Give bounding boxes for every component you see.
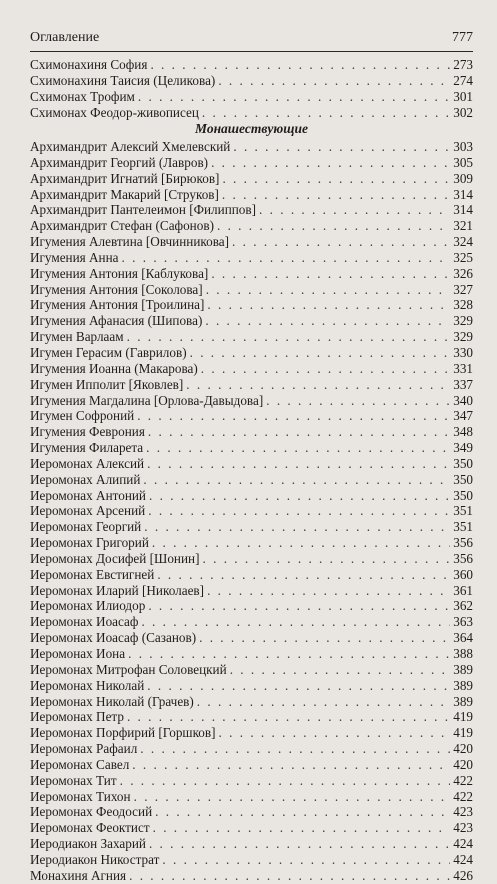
toc-entry-page: 301 xyxy=(453,88,473,104)
toc-entry xyxy=(30,282,473,298)
toc-entry-title: Игумения Анна xyxy=(30,249,119,265)
dot-leader xyxy=(138,89,450,105)
dot-leader xyxy=(222,171,450,187)
dot-leader xyxy=(197,694,450,710)
dot-leader xyxy=(207,583,450,599)
toc-entry-page: 424 xyxy=(453,836,473,852)
dot-leader xyxy=(162,852,450,868)
toc-entry-page: 331 xyxy=(453,360,473,376)
toc-entry-page: 274 xyxy=(453,72,473,88)
dot-leader xyxy=(120,773,451,789)
toc-entry-page: 356 xyxy=(453,550,473,566)
toc-entry xyxy=(30,630,473,646)
toc-entry xyxy=(30,202,473,218)
toc-entry xyxy=(30,678,473,694)
toc-entry xyxy=(30,614,473,630)
toc-entry-page: 388 xyxy=(453,646,473,661)
dot-leader xyxy=(232,234,450,250)
toc-entry-title: Игумен Герасим (Гаврилов) xyxy=(30,344,187,360)
toc-entry-page: 389 xyxy=(453,677,473,693)
toc-entry-title: Игумен Софроний xyxy=(30,408,135,424)
dot-leader xyxy=(217,218,450,234)
toc-entry-title: Иеромонах Митрофан Соловецкий xyxy=(30,661,227,677)
toc-entry xyxy=(30,345,473,361)
dot-leader xyxy=(149,836,450,852)
toc-entry-title: Архимандрит Георгий (Лавров) xyxy=(30,154,209,170)
dot-leader xyxy=(233,139,450,155)
toc-entry-title: Иеромонах Порфирий [Горшков] xyxy=(30,725,216,741)
dot-leader xyxy=(211,266,450,282)
toc-entry-title: Игумения Антония [Троилина] xyxy=(30,297,205,313)
toc-entry-page: 314 xyxy=(453,186,473,202)
dot-leader xyxy=(148,424,450,440)
dot-leader xyxy=(134,789,451,805)
toc-entry-title: Монахиня Агния xyxy=(30,867,127,883)
toc-entry-title: Иеромонах Феоктист xyxy=(30,820,150,836)
dot-leader xyxy=(206,282,451,298)
toc-entry-page: 389 xyxy=(453,661,473,677)
header-page-number: 777 xyxy=(452,30,473,45)
toc-entry-page: 419 xyxy=(453,709,473,725)
toc-entry-page: 327 xyxy=(453,281,473,297)
dot-leader xyxy=(146,440,450,456)
toc-entry xyxy=(30,218,473,234)
toc-entry xyxy=(30,297,473,313)
toc-entry xyxy=(30,393,473,409)
dot-leader xyxy=(144,519,450,535)
toc-entry-page: 347 xyxy=(453,408,473,424)
toc-entry-title: Схимонах Феодор-живописец xyxy=(30,104,199,120)
dot-leader xyxy=(137,408,450,424)
toc-entry xyxy=(30,187,473,203)
toc-entry xyxy=(30,519,473,535)
toc-entry-page: 419 xyxy=(453,725,473,741)
dot-leader xyxy=(218,73,450,89)
dot-leader xyxy=(122,250,451,266)
toc-entry-title: Архимандрит Алексий Хмелевский xyxy=(30,139,231,154)
toc-entry xyxy=(30,852,473,868)
toc-entry-title: Игумения Магдалина [Орлова-Давыдова] xyxy=(30,392,264,408)
toc-entry-title: Схимонах Трофим xyxy=(30,88,135,104)
dot-leader xyxy=(211,155,450,171)
toc-entry-title: Архимандрит Макарий [Струков] xyxy=(30,186,219,202)
toc-entry xyxy=(30,424,473,440)
header-title: Оглавление xyxy=(30,30,100,45)
dot-leader xyxy=(205,313,450,329)
toc-entry xyxy=(30,741,473,757)
toc-entry xyxy=(30,503,473,519)
toc-entry xyxy=(30,377,473,393)
toc-entry xyxy=(30,472,473,488)
running-header xyxy=(30,30,473,46)
toc-entry-page: 389 xyxy=(453,693,473,709)
toc-entry-page: 420 xyxy=(453,741,473,757)
toc-entry-title: Архимандрит Игнатий [Бирюков] xyxy=(30,170,220,186)
dot-leader xyxy=(147,678,450,694)
toc-entry xyxy=(30,836,473,852)
dot-leader xyxy=(186,377,450,393)
toc-entry-page: 340 xyxy=(453,392,473,408)
toc-entry-title: Иеромонах Георгий xyxy=(30,519,142,535)
toc-entry xyxy=(30,440,473,456)
toc-entry-title: Иеромонах Петр xyxy=(30,709,124,725)
toc-entry xyxy=(30,408,473,424)
toc-entry-title: Игумен Варлаам xyxy=(30,329,124,345)
dot-leader xyxy=(203,551,451,567)
toc-entry xyxy=(30,583,473,599)
toc-entry-page: 424 xyxy=(453,851,473,867)
toc-entry xyxy=(30,773,473,789)
dot-leader xyxy=(199,630,450,646)
dot-leader xyxy=(143,472,450,488)
dot-leader xyxy=(149,488,450,504)
toc-entry-page: 273 xyxy=(453,57,473,72)
dot-leader xyxy=(129,868,450,884)
toc-entry-page: 350 xyxy=(453,487,473,503)
toc-entry xyxy=(30,89,473,105)
toc-entry-page: 364 xyxy=(453,630,473,646)
dot-leader xyxy=(202,105,450,121)
toc-entry xyxy=(30,804,473,820)
toc-entry-page: 363 xyxy=(453,614,473,630)
toc-entry xyxy=(30,725,473,741)
dot-leader xyxy=(140,741,450,757)
toc-entry xyxy=(30,789,473,805)
toc-entry xyxy=(30,820,473,836)
dot-leader xyxy=(152,535,450,551)
toc-entry xyxy=(30,868,473,884)
toc-entry-title: Иеромонах Иона xyxy=(30,646,126,661)
toc-entry-page: 337 xyxy=(453,376,473,392)
toc-entry xyxy=(30,567,473,583)
top-entries-list xyxy=(30,57,473,120)
toc-entry-page: 350 xyxy=(453,471,473,487)
toc-entry-page: 326 xyxy=(453,265,473,281)
toc-entry-title: Иеромонах Савел xyxy=(30,756,130,772)
toc-entry-page: 356 xyxy=(453,535,473,551)
toc-entry-title: Иеромонах Алексий xyxy=(30,455,145,471)
toc-entry-title: Архимандрит Пантелеимон [Филиппов] xyxy=(30,202,257,218)
toc-entry-title: Иеромонах Феодосий xyxy=(30,804,153,820)
toc-entry-page: 362 xyxy=(453,598,473,614)
toc-entry-title: Иеромонах Тихон xyxy=(30,788,131,804)
toc-entry-title: Игумения Иоанна (Макарова) xyxy=(30,360,198,376)
toc-entry-page: 330 xyxy=(453,344,473,360)
toc-entry-title: Иеродиакон Никострат xyxy=(30,851,160,867)
toc-entry-title: Игумения Афанасия (Шипова) xyxy=(30,313,203,329)
dot-leader xyxy=(150,57,450,73)
toc-entry-page: 422 xyxy=(453,788,473,804)
toc-entry-page: 314 xyxy=(453,202,473,218)
toc-entry-page: 303 xyxy=(453,139,473,154)
toc-entry-page: 423 xyxy=(453,804,473,820)
dot-leader xyxy=(201,361,450,377)
toc-entry-page: 350 xyxy=(453,455,473,471)
toc-entry-page: 309 xyxy=(453,170,473,186)
toc-entries-list xyxy=(30,139,473,884)
toc-entry-title: Иеромонах Арсений xyxy=(30,503,146,519)
toc-entry xyxy=(30,139,473,155)
toc-entry-title: Иеромонах Досифей [Шонин] xyxy=(30,550,200,566)
toc-entry-title: Иеромонах Евстигней xyxy=(30,566,155,582)
dot-leader xyxy=(147,456,450,472)
toc-entry xyxy=(30,551,473,567)
toc-entry-title: Игумен Ипполит [Яковлев] xyxy=(30,376,184,392)
toc-entry-page: 324 xyxy=(453,234,473,250)
dot-leader xyxy=(222,187,450,203)
toc-entry-page: 305 xyxy=(453,154,473,170)
toc-entry-title: Игумения Антония [Соколова] xyxy=(30,281,203,297)
toc-entry xyxy=(30,757,473,773)
toc-entry-title: Схимонахиня Таисия (Целикова) xyxy=(30,72,216,88)
toc-entry-title: Иеромонах Антоний xyxy=(30,487,146,503)
toc-entry-title: Иеромонах Николай (Грачев) xyxy=(30,693,194,709)
toc-entry-title: Иеромонах Иларий [Николаев] xyxy=(30,582,205,598)
toc-entry-page: 348 xyxy=(453,424,473,440)
toc-entry-title: Игумения Антония [Каблукова] xyxy=(30,265,209,281)
toc-entry-title: Иеромонах Григорий xyxy=(30,535,149,551)
toc-entry xyxy=(30,155,473,171)
dot-leader xyxy=(219,725,451,741)
toc-entry-page: 321 xyxy=(453,218,473,234)
toc-entry xyxy=(30,57,473,73)
dot-leader xyxy=(155,804,450,820)
toc-entry xyxy=(30,535,473,551)
toc-entry xyxy=(30,646,473,662)
toc-entry xyxy=(30,709,473,725)
toc-entry xyxy=(30,662,473,678)
toc-entry-page: 328 xyxy=(453,297,473,313)
toc-entry-title: Игумения Алевтина [Овчинникова] xyxy=(30,234,230,250)
toc-entry-page: 426 xyxy=(453,867,473,883)
toc-entry-page: 329 xyxy=(453,313,473,329)
toc-entry xyxy=(30,313,473,329)
toc-entry xyxy=(30,171,473,187)
toc-entry xyxy=(30,694,473,710)
toc-entry-page: 351 xyxy=(453,519,473,535)
toc-entry xyxy=(30,234,473,250)
toc-entry-title: Схимонахиня София xyxy=(30,57,148,72)
toc-entry xyxy=(30,266,473,282)
dot-leader xyxy=(157,567,450,583)
header-rule xyxy=(30,51,473,52)
dot-leader xyxy=(128,646,450,662)
toc-entry-page: 422 xyxy=(453,772,473,788)
toc-entry-title: Иеромонах Иоасаф xyxy=(30,614,139,630)
toc-entry-page: 360 xyxy=(453,566,473,582)
toc-entry-page: 329 xyxy=(453,329,473,345)
toc-entry xyxy=(30,250,473,266)
dot-leader xyxy=(259,202,450,218)
toc-entry xyxy=(30,73,473,89)
toc-entry-title: Иеродиакон Захарий xyxy=(30,836,146,852)
toc-entry-page: 423 xyxy=(453,820,473,836)
dot-leader xyxy=(127,329,451,345)
toc-entry-page: 351 xyxy=(453,503,473,519)
dot-leader xyxy=(148,598,450,614)
toc-entry-title: Иеромонах Николай xyxy=(30,677,145,693)
toc-entry xyxy=(30,105,473,121)
dot-leader xyxy=(132,757,450,773)
toc-entry-title: Иеромонах Алипий xyxy=(30,471,141,487)
toc-entry xyxy=(30,598,473,614)
dot-leader xyxy=(207,297,450,313)
dot-leader xyxy=(127,709,450,725)
toc-entry-title: Архимандрит Стефан (Сафонов) xyxy=(30,218,214,234)
toc-entry-page: 302 xyxy=(453,104,473,120)
dot-leader xyxy=(141,614,450,630)
toc-entry-title: Иеромонах Рафаил xyxy=(30,741,138,757)
dot-leader xyxy=(266,393,450,409)
toc-entry-title: Иеромонах Иоасаф (Сазанов) xyxy=(30,630,197,646)
toc-entry-page: 325 xyxy=(453,249,473,265)
toc-entry-page: 361 xyxy=(453,582,473,598)
toc-entry-title: Иеромонах Илиодор xyxy=(30,598,146,614)
toc-entry xyxy=(30,488,473,504)
dot-leader xyxy=(190,345,451,361)
toc-entry-title: Иеромонах Тит xyxy=(30,772,117,788)
toc-entry xyxy=(30,361,473,377)
toc-entry-title: Игумения Феврония xyxy=(30,424,145,440)
toc-entry xyxy=(30,456,473,472)
toc-entry-title: Игумения Филарета xyxy=(30,440,144,456)
dot-leader xyxy=(148,503,450,519)
section-title: Монашествующие xyxy=(195,121,308,136)
toc-entry-page: 349 xyxy=(453,440,473,456)
dot-leader xyxy=(230,662,451,678)
dot-leader xyxy=(153,820,451,836)
toc-entry-page: 420 xyxy=(453,756,473,772)
toc-entry xyxy=(30,329,473,345)
